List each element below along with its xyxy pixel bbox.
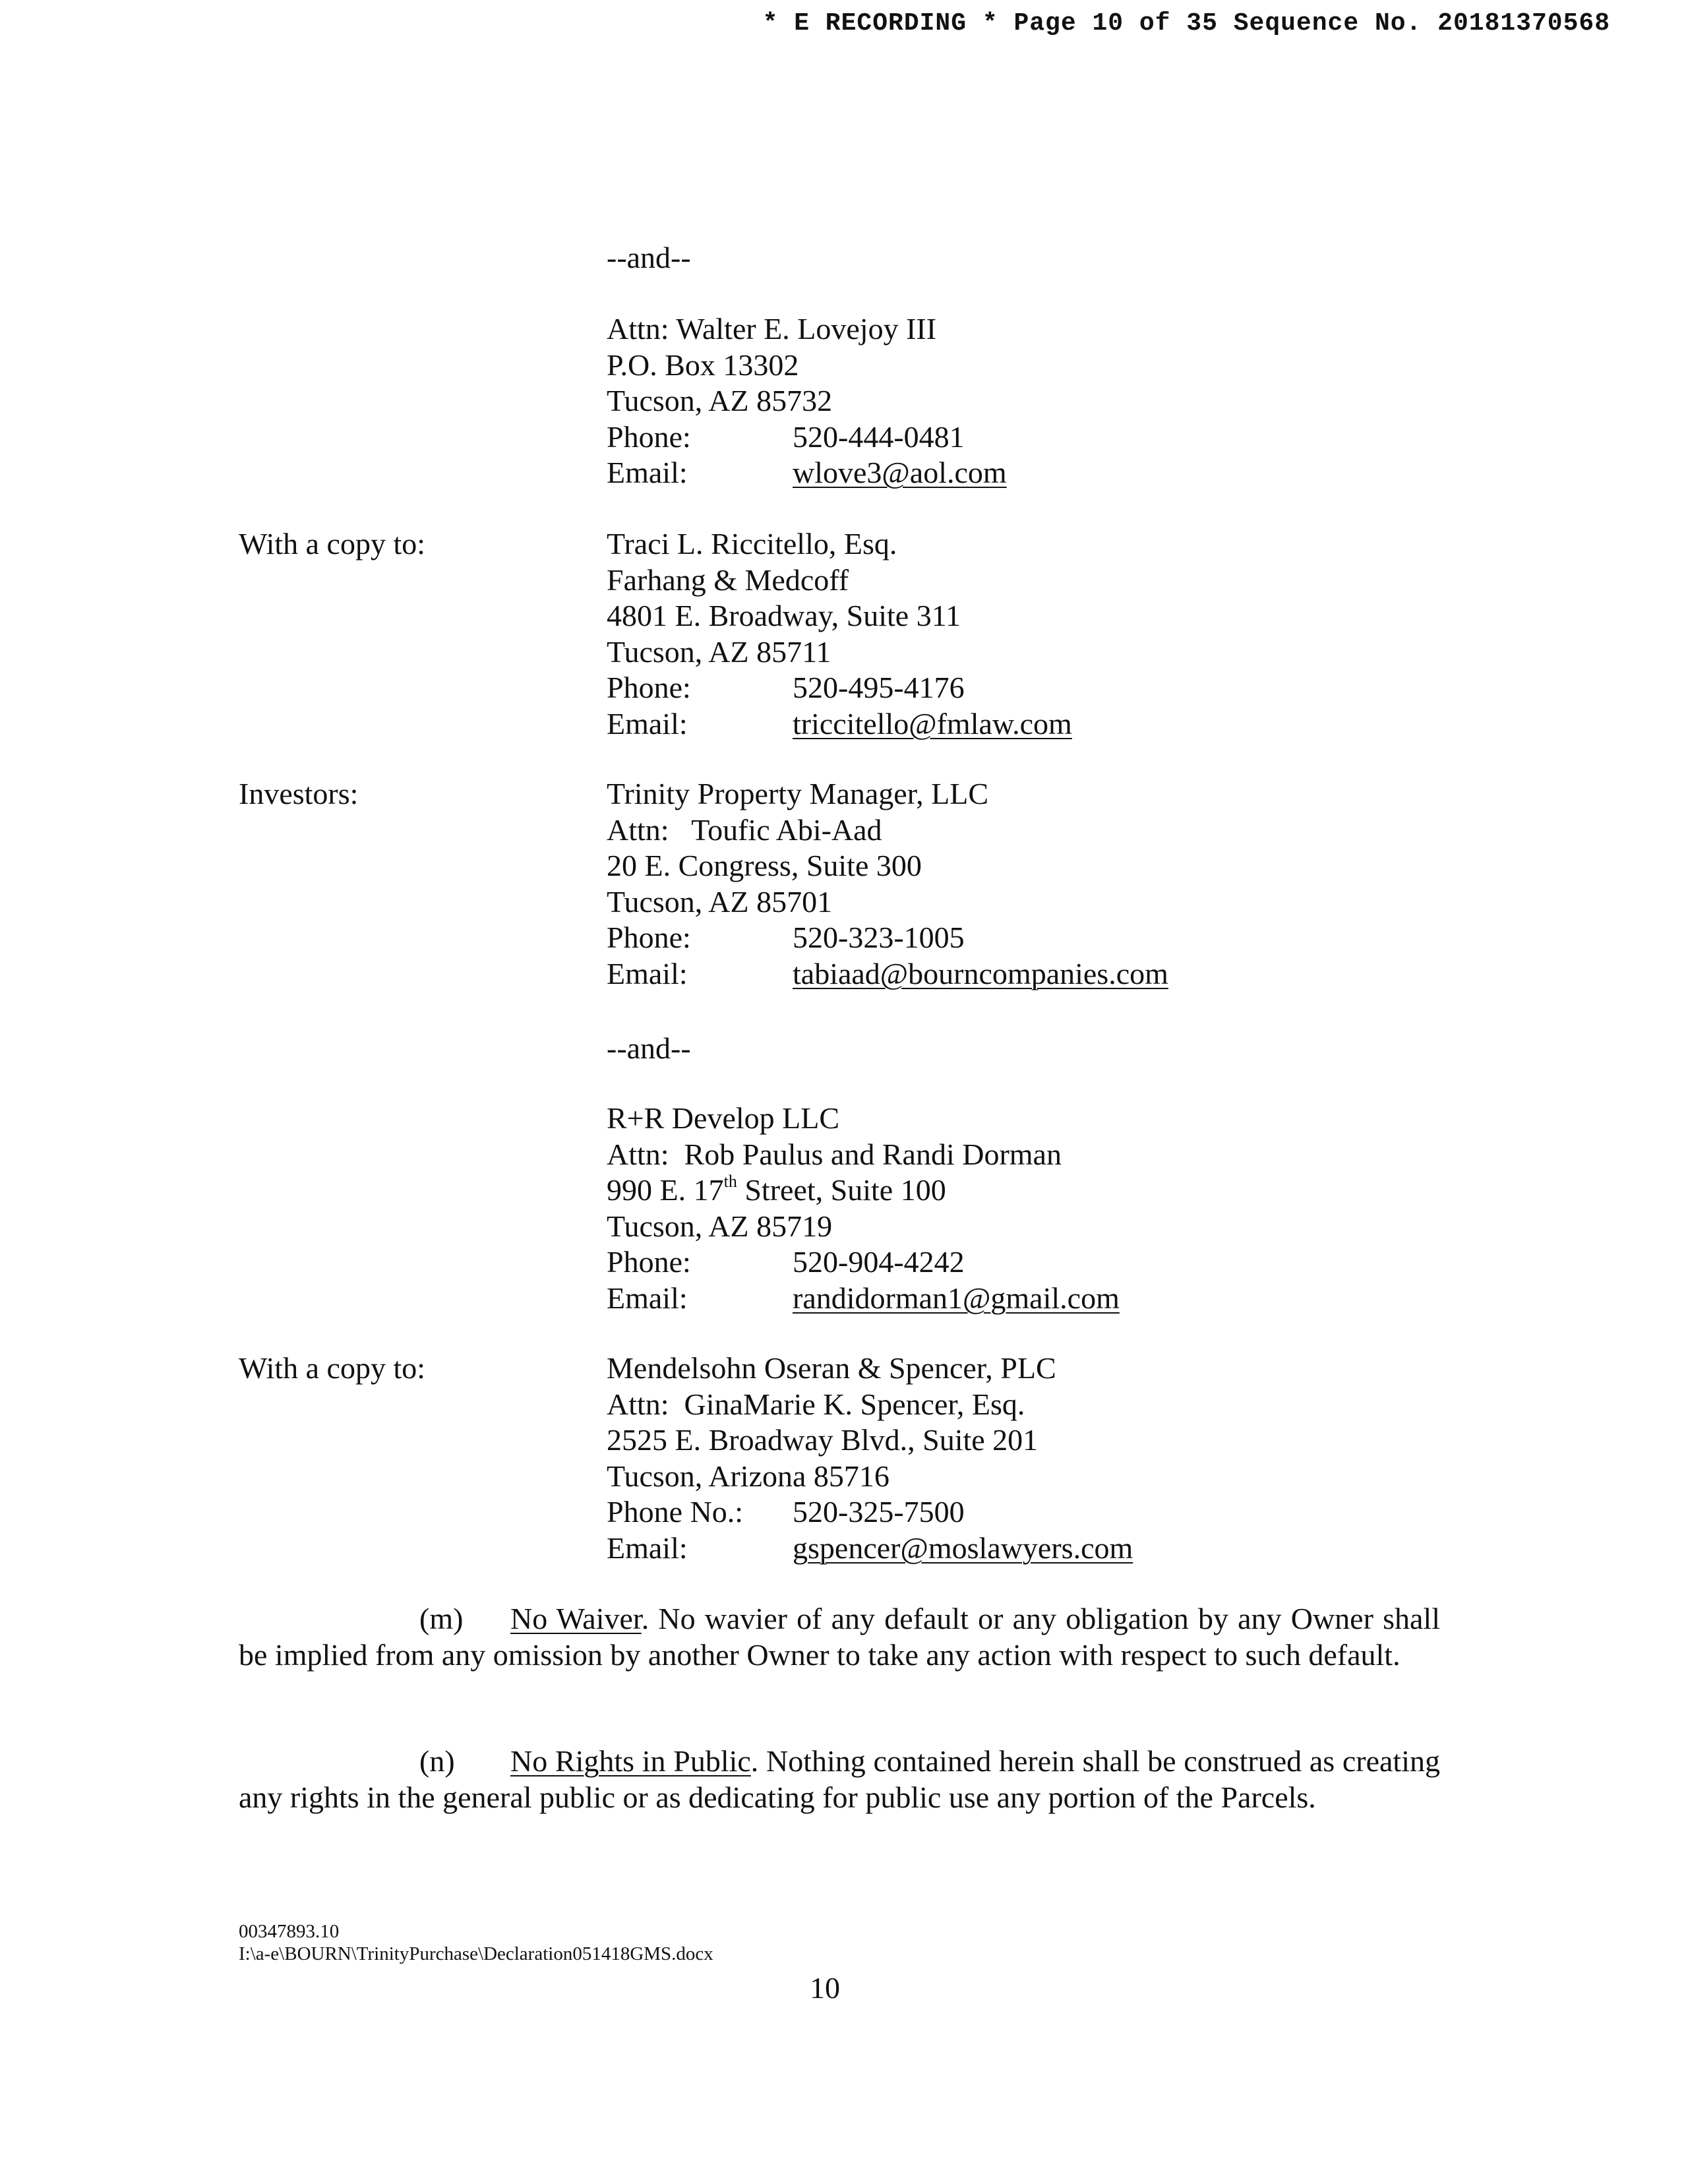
rr-develop-address-block bbox=[607, 1101, 1120, 1316]
rr-email-row bbox=[607, 1281, 1120, 1317]
email-label: Email: bbox=[607, 956, 688, 990]
trinity-attn: Attn: Toufic Abi-Aad bbox=[607, 812, 882, 847]
and-separator-2: --and-- bbox=[607, 1031, 691, 1065]
trinity-address-block bbox=[607, 776, 1168, 992]
copy-to-label-2: With a copy to: bbox=[239, 1351, 426, 1385]
email-label: Email: bbox=[607, 456, 688, 489]
email-label: Email: bbox=[607, 706, 688, 741]
spencer-address-block bbox=[607, 1350, 1133, 1566]
riccitello-name: Traci L. Riccitello, Esq. bbox=[607, 527, 897, 561]
paragraph-n-heading: No Rights in Public bbox=[510, 1744, 751, 1778]
page-number: 10 bbox=[810, 1971, 840, 2005]
rr-address-pre: 990 E. 17 bbox=[607, 1173, 724, 1207]
spencer-firm: Mendelsohn Oseran & Spencer, PLC bbox=[607, 1351, 1056, 1385]
paragraph-m-number: (m) bbox=[419, 1602, 464, 1635]
spencer-email-link[interactable]: gspencer@moslawyers.com bbox=[793, 1531, 1133, 1565]
riccitello-email-link[interactable]: triccitello@fmlaw.com bbox=[793, 706, 1072, 741]
rr-name: R+R Develop LLC bbox=[607, 1101, 840, 1135]
lovejoy-address-line-2: Tucson, AZ 85732 bbox=[607, 384, 833, 417]
recording-header: * E RECORDING * Page 10 of 35 Sequence No. 20181370568 bbox=[762, 9, 1610, 38]
rr-address-post: Street, Suite 100 bbox=[737, 1173, 946, 1207]
rr-phone-row bbox=[607, 1244, 1120, 1281]
rr-address-sup: th bbox=[723, 1172, 737, 1191]
phone-label: Phone: bbox=[607, 419, 691, 454]
paragraph-n-no-rights-in-public bbox=[239, 1744, 1440, 1815]
lovejoy-address-block bbox=[607, 311, 1007, 491]
riccitello-address-line-2: Tucson, AZ 85711 bbox=[607, 634, 831, 669]
riccitello-email-row bbox=[607, 706, 1072, 743]
phone-label: Phone: bbox=[607, 921, 691, 954]
trinity-name: Trinity Property Manager, LLC bbox=[607, 777, 989, 810]
rr-address-line-1 bbox=[607, 1172, 1120, 1209]
footer-document-info bbox=[239, 1920, 713, 1965]
lovejoy-address-line-1: P.O. Box 13302 bbox=[607, 348, 799, 382]
paragraph-m-no-waiver bbox=[239, 1601, 1440, 1673]
paragraph-m-heading: No Waiver bbox=[510, 1602, 642, 1635]
investors-label: Investors: bbox=[239, 777, 359, 810]
lovejoy-phone: 520-444-0481 bbox=[793, 419, 965, 454]
phone-label: Phone: bbox=[607, 1245, 691, 1279]
trinity-email-row bbox=[607, 956, 1168, 992]
paragraph-n-text: . Nothing contained herein shall be construed as creating any rights in the general public or as dedicating for public use any portion of the Parcels. bbox=[239, 1744, 1440, 1814]
rr-attn: Attn: Rob Paulus and Randi Dorman bbox=[607, 1137, 1062, 1171]
trinity-address-line-2: Tucson, AZ 85701 bbox=[607, 884, 833, 919]
spencer-address-line-1: 2525 E. Broadway Blvd., Suite 201 bbox=[607, 1423, 1039, 1457]
trinity-address-line-1: 20 E. Congress, Suite 300 bbox=[607, 849, 922, 882]
footer-file-path: I:\a-e\BOURN\TrinityPurchase\Declaration051418GMS.docx bbox=[239, 1943, 713, 1964]
spencer-phone-row bbox=[607, 1494, 1133, 1531]
rr-email-link[interactable]: randidorman1@gmail.com bbox=[793, 1281, 1120, 1315]
rr-address-line-2: Tucson, AZ 85719 bbox=[607, 1209, 833, 1243]
footer-doc-id: 00347893.10 bbox=[239, 1921, 340, 1942]
phone-label: Phone No.: bbox=[607, 1495, 743, 1529]
lovejoy-email-row bbox=[607, 455, 1007, 491]
lovejoy-phone-row bbox=[607, 419, 1007, 456]
riccitello-phone-row bbox=[607, 670, 1072, 706]
paragraph-n-number: (n) bbox=[419, 1744, 455, 1778]
and-separator-1: --and-- bbox=[607, 241, 691, 274]
email-label: Email: bbox=[607, 1531, 688, 1565]
riccitello-firm: Farhang & Medcoff bbox=[607, 562, 849, 597]
spencer-email-row bbox=[607, 1531, 1133, 1567]
email-label: Email: bbox=[607, 1281, 688, 1315]
trinity-email-link[interactable]: tabiaad@bourncompanies.com bbox=[793, 956, 1168, 990]
lovejoy-email-link[interactable]: wlove3@aol.com bbox=[793, 456, 1007, 489]
paragraph-m-text: . No wavier of any default or any obligation by any Owner shall be implied from any omission by another Owner to take any action with respect to such default. bbox=[239, 1602, 1440, 1672]
phone-label: Phone: bbox=[607, 671, 691, 704]
lovejoy-attn: Attn: Walter E. Lovejoy III bbox=[607, 312, 937, 346]
trinity-phone: 520-323-1005 bbox=[793, 921, 965, 954]
spencer-address-line-2: Tucson, Arizona 85716 bbox=[607, 1459, 889, 1493]
riccitello-phone: 520-495-4176 bbox=[793, 671, 965, 704]
spencer-attn: Attn: GinaMarie K. Spencer, Esq. bbox=[607, 1387, 1025, 1421]
copy-to-label-1: With a copy to: bbox=[239, 527, 426, 561]
spencer-phone: 520-325-7500 bbox=[793, 1495, 965, 1529]
trinity-phone-row bbox=[607, 920, 1168, 956]
riccitello-address-block bbox=[607, 526, 1072, 742]
rr-phone: 520-904-4242 bbox=[793, 1245, 965, 1279]
riccitello-address-line-1: 4801 E. Broadway, Suite 311 bbox=[607, 599, 961, 632]
